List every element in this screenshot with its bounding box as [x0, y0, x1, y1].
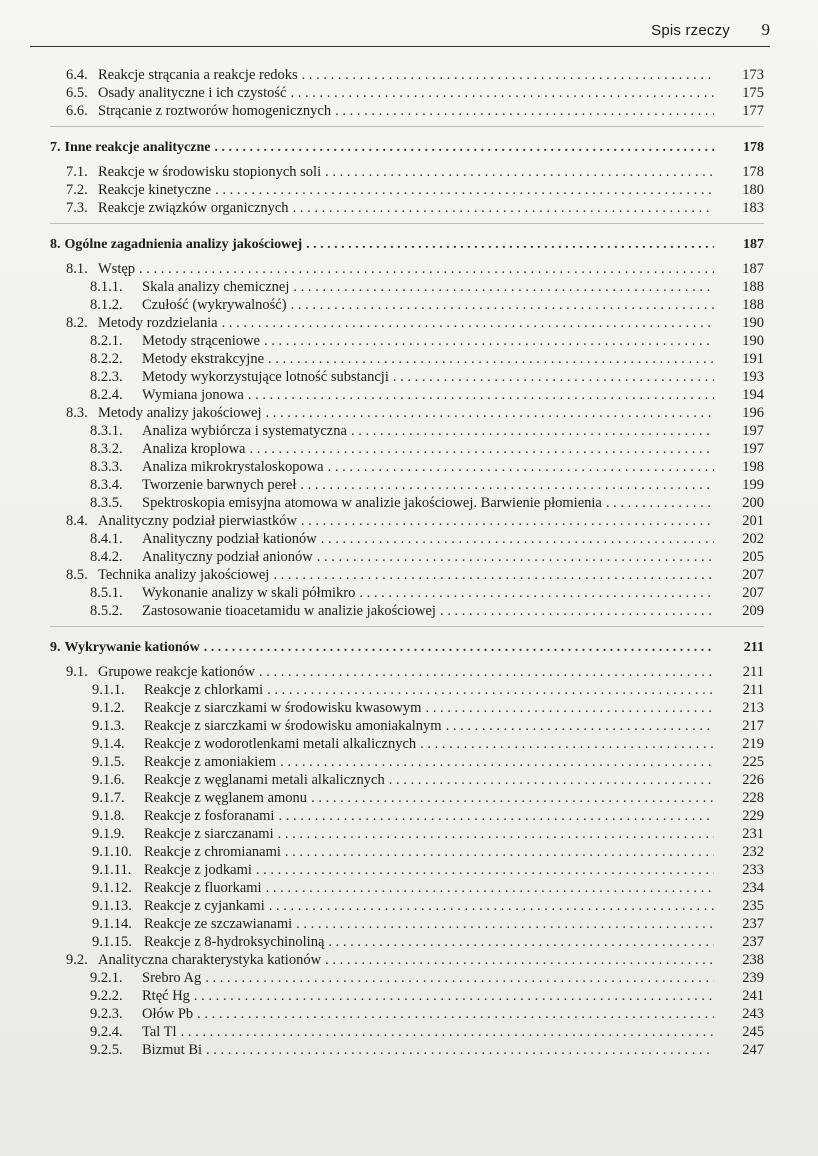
dot-leader — [267, 681, 714, 699]
toc-entry — [50, 753, 764, 771]
toc-entry — [50, 602, 764, 620]
toc-entry-page: 200 — [742, 495, 764, 511]
running-header — [30, 18, 770, 47]
dot-leader — [290, 84, 714, 102]
dot-leader — [328, 933, 714, 951]
toc-entry-number: 9.1.13. — [92, 898, 132, 914]
toc-entry-title: Spektroskopia emisyjna atomowa w analizie jakościowej. Barwienie płomienia — [142, 495, 602, 511]
toc-entry-page: 196 — [742, 405, 764, 421]
toc-entry — [50, 199, 764, 217]
toc-entry-title: Metody ekstrakcyjne — [142, 351, 265, 367]
toc-entry-number: 9.1.1. — [92, 682, 125, 698]
toc-entry — [50, 458, 764, 476]
toc-entry-title: Technika analizy jakościowej — [98, 567, 270, 583]
toc-entry-page: 178 — [743, 140, 764, 155]
toc-entry-title: Reakcje z siarczkami w środowisku kwasowym — [144, 700, 422, 716]
toc-entry-number: 8.1. — [66, 261, 88, 277]
toc-entry-number: 9.1.8. — [92, 808, 125, 824]
dot-leader — [265, 404, 714, 422]
toc-entry-title: Reakcje z węglanami metali alkalicznych — [144, 772, 385, 788]
toc-entry-number: 6.4. — [66, 67, 88, 83]
dot-leader — [606, 494, 714, 512]
toc-entry-page: 178 — [742, 164, 764, 180]
toc-entry-title: Metody rozdzielania — [98, 315, 218, 331]
toc-entry — [50, 181, 764, 199]
toc-entry-page: 233 — [742, 862, 764, 878]
dot-leader — [317, 548, 714, 566]
toc-entry — [50, 951, 764, 969]
toc-entry-title: Analiza kroplowa — [142, 441, 246, 457]
toc-entry-page: 247 — [742, 1042, 764, 1058]
toc-entry-number: 9.1.12. — [92, 880, 132, 896]
dot-leader — [222, 314, 714, 332]
toc-entry-title: Reakcje z amoniakiem — [144, 754, 277, 770]
chapter-separator — [50, 223, 764, 234]
toc-entry-number: 9.2.1. — [90, 970, 123, 986]
toc-entry-number: 7. — [50, 140, 61, 155]
toc-entry — [50, 789, 764, 807]
toc-entry-page: 173 — [742, 67, 764, 83]
toc-entry-number: 8.2.4. — [90, 387, 123, 403]
toc-entry-page: 237 — [742, 934, 764, 950]
dot-leader — [259, 663, 714, 681]
dot-leader — [249, 440, 714, 458]
toc-entry-number: 8.2.1. — [90, 333, 123, 349]
toc-entry-number: 9.2.4. — [90, 1024, 123, 1040]
chapter-separator — [50, 626, 764, 637]
dot-leader — [335, 102, 714, 120]
toc-entry — [50, 771, 764, 789]
toc-entry — [50, 1041, 764, 1059]
dot-leader — [256, 861, 714, 879]
dot-leader — [359, 584, 714, 602]
toc-entry-title: Inne reakcje analityczne — [64, 140, 211, 155]
toc-entry — [50, 476, 764, 494]
dot-leader — [291, 296, 714, 314]
toc-entry-page: 245 — [742, 1024, 764, 1040]
toc-entry-page: 193 — [742, 369, 764, 385]
toc-entry-page: 238 — [742, 952, 764, 968]
toc-entry-title: Wstęp — [98, 261, 136, 277]
toc-entry-number: 9.1.11. — [92, 862, 132, 878]
toc-entry-page: 226 — [742, 772, 764, 788]
toc-entry-number: 9.1.10. — [92, 844, 132, 860]
toc-entry-page: 225 — [742, 754, 764, 770]
toc-entry-title: Reakcje z chlorkami — [144, 682, 264, 698]
dot-leader — [440, 602, 714, 620]
toc-entry-page: 197 — [742, 441, 764, 457]
toc-entry-page: 213 — [742, 700, 764, 716]
toc-entry — [50, 296, 764, 314]
toc-entry-number: 9.1.14. — [92, 916, 132, 932]
toc-entry-page: 234 — [742, 880, 764, 896]
toc-entry-page: 235 — [742, 898, 764, 914]
toc-entry-page: 217 — [742, 718, 764, 734]
dot-leader — [389, 771, 714, 789]
toc-entry-page: 188 — [742, 297, 764, 313]
toc-entry-title: Reakcje z cyjankami — [144, 898, 265, 914]
toc-entry-page: 177 — [742, 103, 764, 119]
toc-entry-title: Skala analizy chemicznej — [142, 279, 290, 295]
toc-entry-page: 219 — [742, 736, 764, 752]
dot-leader — [214, 137, 714, 159]
toc-entry-title: Analiza wybiórcza i systematyczna — [142, 423, 347, 439]
toc-entry-number: 8.1.2. — [90, 297, 123, 313]
toc-entry-page: 229 — [742, 808, 764, 824]
toc-entry-page: 228 — [742, 790, 764, 806]
toc-entry-page: 243 — [742, 1006, 764, 1022]
toc-entry-page: 198 — [742, 459, 764, 475]
toc-entry-number: 8.4.1. — [90, 531, 123, 547]
toc-entry-number: 8.3.3. — [90, 459, 123, 475]
toc-entry-title: Reakcje z siarczanami — [144, 826, 274, 842]
dot-leader — [293, 199, 714, 217]
toc-entry-number: 9.1. — [66, 664, 88, 680]
toc-entry — [50, 163, 764, 181]
toc-entry-title: Reakcje ze szczawianami — [144, 916, 293, 932]
toc-entry-title: Rtęć Hg — [142, 988, 190, 1004]
toc-chapter-entry — [50, 137, 764, 159]
toc-entry-title: Wykonanie analizy w skali półmikro — [142, 585, 356, 601]
dot-leader — [206, 1041, 714, 1059]
toc-entry-title: Metody strąceniowe — [142, 333, 260, 349]
toc-entry-title: Metody analizy jakościowej — [98, 405, 262, 421]
dot-leader — [194, 987, 714, 1005]
toc-entry-title: Wykrywanie kationów — [64, 640, 200, 655]
toc-entry-title: Tworzenie barwnych pereł — [142, 477, 297, 493]
toc-entry-number: 8.3.1. — [90, 423, 123, 439]
toc-entry-number: 9.1.9. — [92, 826, 125, 842]
toc-entry-title: Ogólne zagadnienia analizy jakościowej — [64, 237, 303, 252]
toc-entry-number: 8.2.3. — [90, 369, 123, 385]
running-header-title: Spis rzeczy — [651, 22, 730, 39]
toc-entry-number: 8.1.1. — [90, 279, 123, 295]
toc-entry-page: 239 — [742, 970, 764, 986]
toc-entry-title: Analityczny podział anionów — [142, 549, 313, 565]
toc-entry — [50, 843, 764, 861]
toc-entry — [50, 386, 764, 404]
toc-entry-title: Reakcje w środowisku stopionych soli — [98, 164, 322, 180]
toc-entry — [50, 548, 764, 566]
dot-leader — [306, 234, 714, 256]
toc-entry — [50, 825, 764, 843]
toc-entry — [50, 717, 764, 735]
toc-entry-page: 232 — [742, 844, 764, 860]
dot-leader — [302, 66, 714, 84]
toc-entry-page: 187 — [743, 237, 764, 252]
toc-entry — [50, 260, 764, 278]
dot-leader — [351, 422, 714, 440]
toc-entry-number: 8.2. — [66, 315, 88, 331]
dot-leader — [197, 1005, 714, 1023]
toc-entry — [50, 494, 764, 512]
toc-entry — [50, 933, 764, 951]
toc-entry — [50, 1023, 764, 1041]
toc-entry-title: Reakcje z chromianami — [144, 844, 281, 860]
toc-entry-number: 8.4. — [66, 513, 88, 529]
toc-entry-page: 231 — [742, 826, 764, 842]
toc-entry-number: 9. — [50, 640, 61, 655]
toc-entry-page: 199 — [742, 477, 764, 493]
toc-entry-title: Analityczna charakterystyka kationów — [98, 952, 322, 968]
dot-leader — [425, 699, 714, 717]
dot-leader — [204, 637, 714, 659]
toc-entry-page: 211 — [743, 640, 764, 655]
toc-entry-page: 211 — [742, 664, 764, 680]
toc-entry — [50, 368, 764, 386]
toc-entry-page: 180 — [742, 182, 764, 198]
dot-leader — [296, 915, 714, 933]
toc-entry-title: Reakcje z jodkami — [144, 862, 252, 878]
dot-leader — [248, 386, 714, 404]
toc-entry — [50, 1005, 764, 1023]
toc-entry-number: 9.1.4. — [92, 736, 125, 752]
dot-leader — [300, 476, 714, 494]
dot-leader — [205, 969, 714, 987]
toc-entry-title: Reakcje z 8-hydroksychinoliną — [144, 934, 325, 950]
toc-entry — [50, 681, 764, 699]
toc-entry — [50, 861, 764, 879]
dot-leader — [269, 897, 714, 915]
toc-entry-page: 175 — [742, 85, 764, 101]
toc-entry — [50, 566, 764, 584]
dot-leader — [293, 278, 714, 296]
toc-entry-page: 211 — [742, 682, 764, 698]
dot-leader — [325, 163, 714, 181]
dot-leader — [264, 332, 714, 350]
toc-entry — [50, 735, 764, 753]
toc-entry-page: 183 — [742, 200, 764, 216]
toc-entry-page: 197 — [742, 423, 764, 439]
toc-entry-page: 190 — [742, 315, 764, 331]
toc-entry — [50, 879, 764, 897]
toc-entry-page: 202 — [742, 531, 764, 547]
dot-leader — [285, 843, 714, 861]
toc-entry — [50, 278, 764, 296]
dot-leader — [181, 1023, 714, 1041]
chapter-separator — [50, 126, 764, 137]
toc-entry-number: 9.1.3. — [92, 718, 125, 734]
toc-entry — [50, 440, 764, 458]
toc-entry-number: 8.5.2. — [90, 603, 123, 619]
toc-entry-number: 8.2.2. — [90, 351, 123, 367]
toc-entry-number: 9.2.5. — [90, 1042, 123, 1058]
dot-leader — [273, 566, 714, 584]
toc-entry-page: 190 — [742, 333, 764, 349]
toc-entry-title: Zastosowanie tioacetamidu w analizie jakościowej — [142, 603, 436, 619]
toc-entry-number: 7.1. — [66, 164, 88, 180]
toc-entry-page: 237 — [742, 916, 764, 932]
toc-entry-number: 9.1.5. — [92, 754, 125, 770]
dot-leader — [325, 951, 714, 969]
toc-entry-title: Strącanie z roztworów homogenicznych — [98, 103, 332, 119]
toc-entry-title: Reakcje związków organicznych — [98, 200, 289, 216]
toc-entry-title: Reakcje z węglanem amonu — [144, 790, 308, 806]
toc-entry-title: Bizmut Bi — [142, 1042, 203, 1058]
dot-leader — [446, 717, 714, 735]
toc-entry-page: 241 — [742, 988, 764, 1004]
toc-entry-number: 6.5. — [66, 85, 88, 101]
toc-entry-number: 9.1.7. — [92, 790, 125, 806]
dot-leader — [301, 512, 714, 530]
dot-leader — [278, 807, 714, 825]
toc-entry — [50, 350, 764, 368]
toc-entry-title: Srebro Ag — [142, 970, 202, 986]
toc-entry-page: 209 — [742, 603, 764, 619]
toc-entry-number: 8.3.5. — [90, 495, 123, 511]
toc-entry-number: 9.1.2. — [92, 700, 125, 716]
toc-entry-number: 9.2.2. — [90, 988, 123, 1004]
toc-entry — [50, 530, 764, 548]
dot-leader — [420, 735, 714, 753]
toc-entry-page: 191 — [742, 351, 764, 367]
toc-entry-title: Reakcje z fosforanami — [144, 808, 275, 824]
toc-entry-title: Ołów Pb — [142, 1006, 194, 1022]
toc-chapter-entry — [50, 234, 764, 256]
toc-entry-page: 207 — [742, 585, 764, 601]
toc-entry-title: Analityczny podział pierwiastków — [98, 513, 297, 529]
toc-entry-title: Wymiana jonowa — [142, 387, 244, 403]
toc-entry-title: Osady analityczne i ich czystość — [98, 85, 287, 101]
toc-entry-title: Metody wykorzystujące lotność substancji — [142, 369, 389, 385]
toc-chapter-entry — [50, 637, 764, 659]
toc-entry-number: 8.3.2. — [90, 441, 123, 457]
toc-entry-title: Reakcje z siarczkami w środowisku amoniakalnym — [144, 718, 442, 734]
toc-entry — [50, 512, 764, 530]
toc-entry — [50, 987, 764, 1005]
page-number: 9 — [761, 20, 770, 39]
toc-entry — [50, 584, 764, 602]
toc-entry-title: Tal Tl — [142, 1024, 177, 1040]
toc-entry-number: 7.3. — [66, 200, 88, 216]
toc-entry-title: Analityczny podział kationów — [142, 531, 317, 547]
toc-entry-page: 207 — [742, 567, 764, 583]
toc-entry-number: 8.3. — [66, 405, 88, 421]
toc-entry-number: 9.1.15. — [92, 934, 132, 950]
dot-leader — [268, 350, 714, 368]
toc-entry-number: 9.2.3. — [90, 1006, 123, 1022]
toc-entry-number: 9.1.6. — [92, 772, 125, 788]
toc-entry-page: 187 — [742, 261, 764, 277]
toc-entry — [50, 807, 764, 825]
toc-entry-number: 7.2. — [66, 182, 88, 198]
toc-entry-number: 8.4.2. — [90, 549, 123, 565]
toc-entry — [50, 969, 764, 987]
toc-entry-title: Czułość (wykrywalność) — [142, 297, 287, 313]
toc-entry-title: Analiza mikrokrystaloskopowa — [142, 459, 324, 475]
dot-leader — [266, 879, 714, 897]
toc-entry-title: Reakcje z fluorkami — [144, 880, 262, 896]
dot-leader — [278, 825, 714, 843]
toc-entry-page: 194 — [742, 387, 764, 403]
toc-entry — [50, 897, 764, 915]
toc-entry-page: 188 — [742, 279, 764, 295]
toc-entry — [50, 314, 764, 332]
toc-entry — [50, 699, 764, 717]
toc-entry — [50, 102, 764, 120]
dot-leader — [311, 789, 714, 807]
toc-entry — [50, 66, 764, 84]
toc-entry-number: 9.2. — [66, 952, 88, 968]
toc-entry — [50, 84, 764, 102]
toc-entry-number: 8.3.4. — [90, 477, 123, 493]
toc-entry-title: Grupowe reakcje kationów — [98, 664, 256, 680]
toc-entry-number: 8.5. — [66, 567, 88, 583]
dot-leader — [328, 458, 714, 476]
toc-entry-number: 8.5.1. — [90, 585, 123, 601]
toc-entry-number: 8. — [50, 237, 61, 252]
toc-entry-page: 201 — [742, 513, 764, 529]
toc-entry-title: Reakcje z wodorotlenkami metali alkalicznych — [144, 736, 417, 752]
dot-leader — [321, 530, 714, 548]
dot-leader — [280, 753, 714, 771]
toc-entry — [50, 332, 764, 350]
toc-entry — [50, 404, 764, 422]
dot-leader — [139, 260, 714, 278]
dot-leader — [215, 181, 714, 199]
dot-leader — [393, 368, 714, 386]
toc-entry-page: 205 — [742, 549, 764, 565]
toc-entry — [50, 663, 764, 681]
toc-entry — [50, 915, 764, 933]
table-of-contents — [50, 66, 764, 1059]
toc-entry-title: Reakcje kinetyczne — [98, 182, 212, 198]
toc-entry — [50, 422, 764, 440]
toc-entry-number: 6.6. — [66, 103, 88, 119]
toc-entry-title: Reakcje strącania a reakcje redoks — [98, 67, 298, 83]
